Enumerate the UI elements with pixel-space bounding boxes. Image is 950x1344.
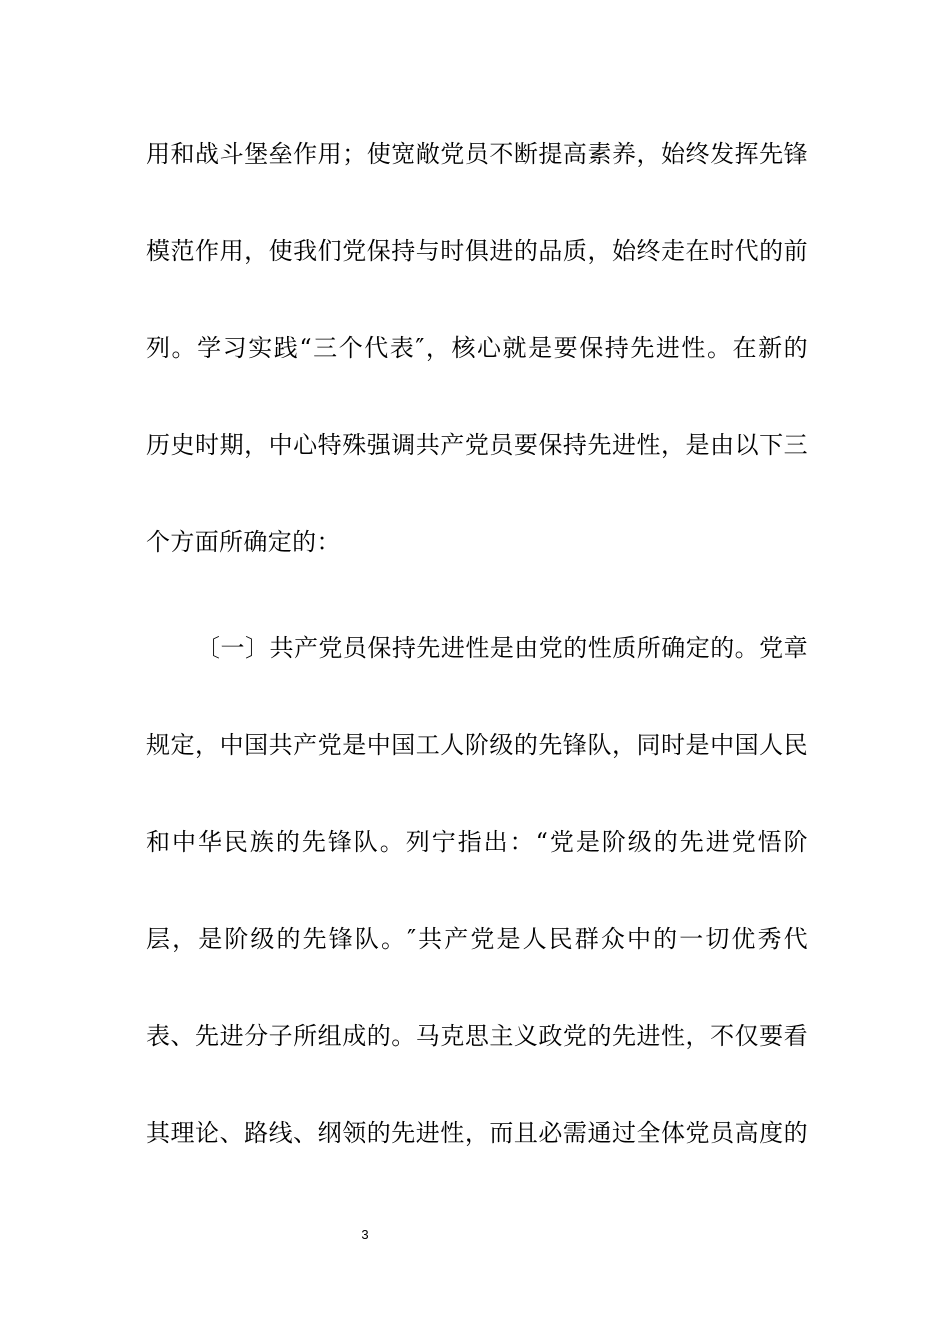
- text-line-5: 个方面所确定的：: [146, 528, 341, 556]
- text-line-10: 表、先进分子所组成的。马克思主义政党的先进性，不仅要看: [146, 1022, 808, 1050]
- text-line-1: 用和战斗堡垒作用；使宽敞党员不断提高素养，始终发挥先锋: [146, 140, 808, 168]
- text-line-11: 其理论、路线、纲领的先进性，而且必需通过全体党员高度的: [146, 1119, 808, 1147]
- text-line-2: 模范作用，使我们党保持与时俱进的品质，始终走在时代的前: [146, 237, 808, 265]
- text-line-3: 列。学习实践“三个代表″，核心就是要保持先进性。在新的: [146, 334, 808, 362]
- page-number: 3: [361, 1227, 369, 1242]
- text-line-7: 规定，中国共产党是中国工人阶级的先锋队，同时是中国人民: [146, 731, 808, 759]
- text-line-6: 〔一〕共产党员保持先进性是由党的性质所确定的。党章: [196, 634, 808, 662]
- text-line-4: 历史时期，中心特殊强调共产党员要保持先进性，是由以下三: [146, 431, 808, 459]
- text-line-9: 层，是阶级的先锋队。″共产党是人民群众中的一切优秀代: [146, 925, 808, 953]
- text-line-8: 和中华民族的先锋队。列宁指出：“党是阶级的先进党悟阶: [146, 828, 808, 856]
